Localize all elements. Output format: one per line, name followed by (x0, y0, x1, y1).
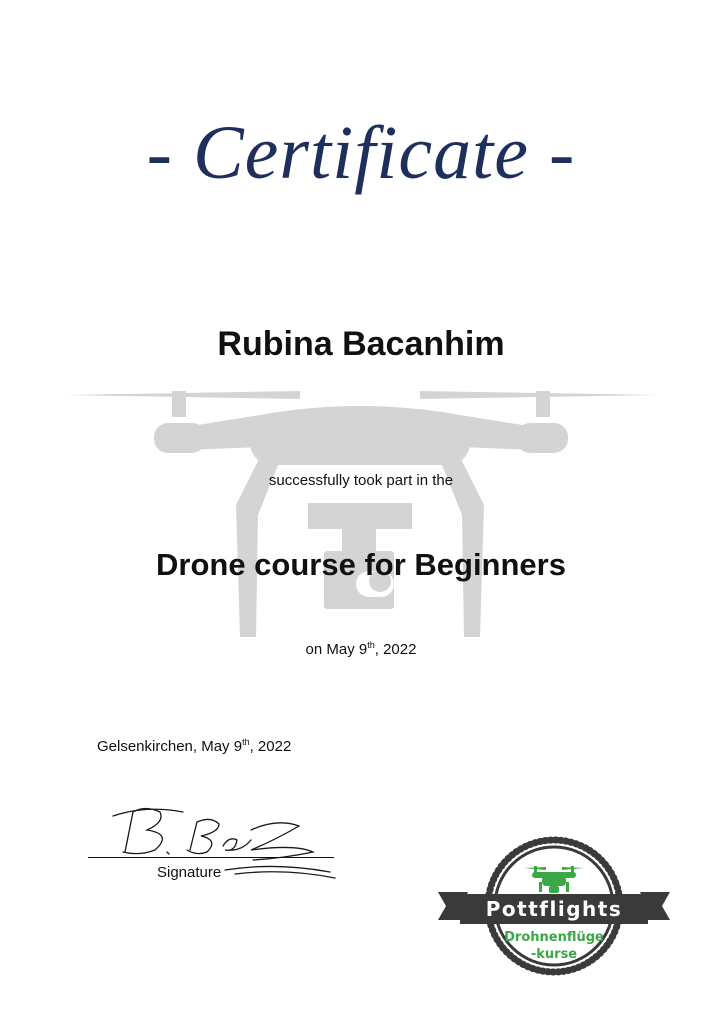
recipient-name: Rubina Bacanhim (217, 325, 505, 363)
logo-line2: -kurse (530, 947, 578, 962)
course-date-prefix: on May 9 (305, 641, 368, 658)
place-date-prefix: Gelsenkirchen, May 9 (97, 738, 243, 755)
place-date-ordinal: th (242, 737, 250, 747)
certificate-title: - Certificate - (146, 111, 576, 195)
place-date-suffix: , 2022 (249, 738, 292, 755)
logo-line1: Drohnenflüge (504, 930, 604, 945)
course-date-ordinal: th (367, 640, 375, 650)
participation-text: successfully took part in the (268, 472, 454, 489)
signature-line (88, 857, 334, 858)
drone-icon (524, 866, 584, 893)
place-and-date (97, 737, 291, 755)
signature-label: Signature (157, 864, 222, 881)
course-name: Drone course for Beginners (156, 547, 566, 582)
course-date (0, 640, 722, 658)
drone-watermark-icon (60, 375, 660, 645)
logo-brand: Pottflights (485, 897, 623, 921)
course-date-suffix: , 2022 (374, 641, 417, 658)
